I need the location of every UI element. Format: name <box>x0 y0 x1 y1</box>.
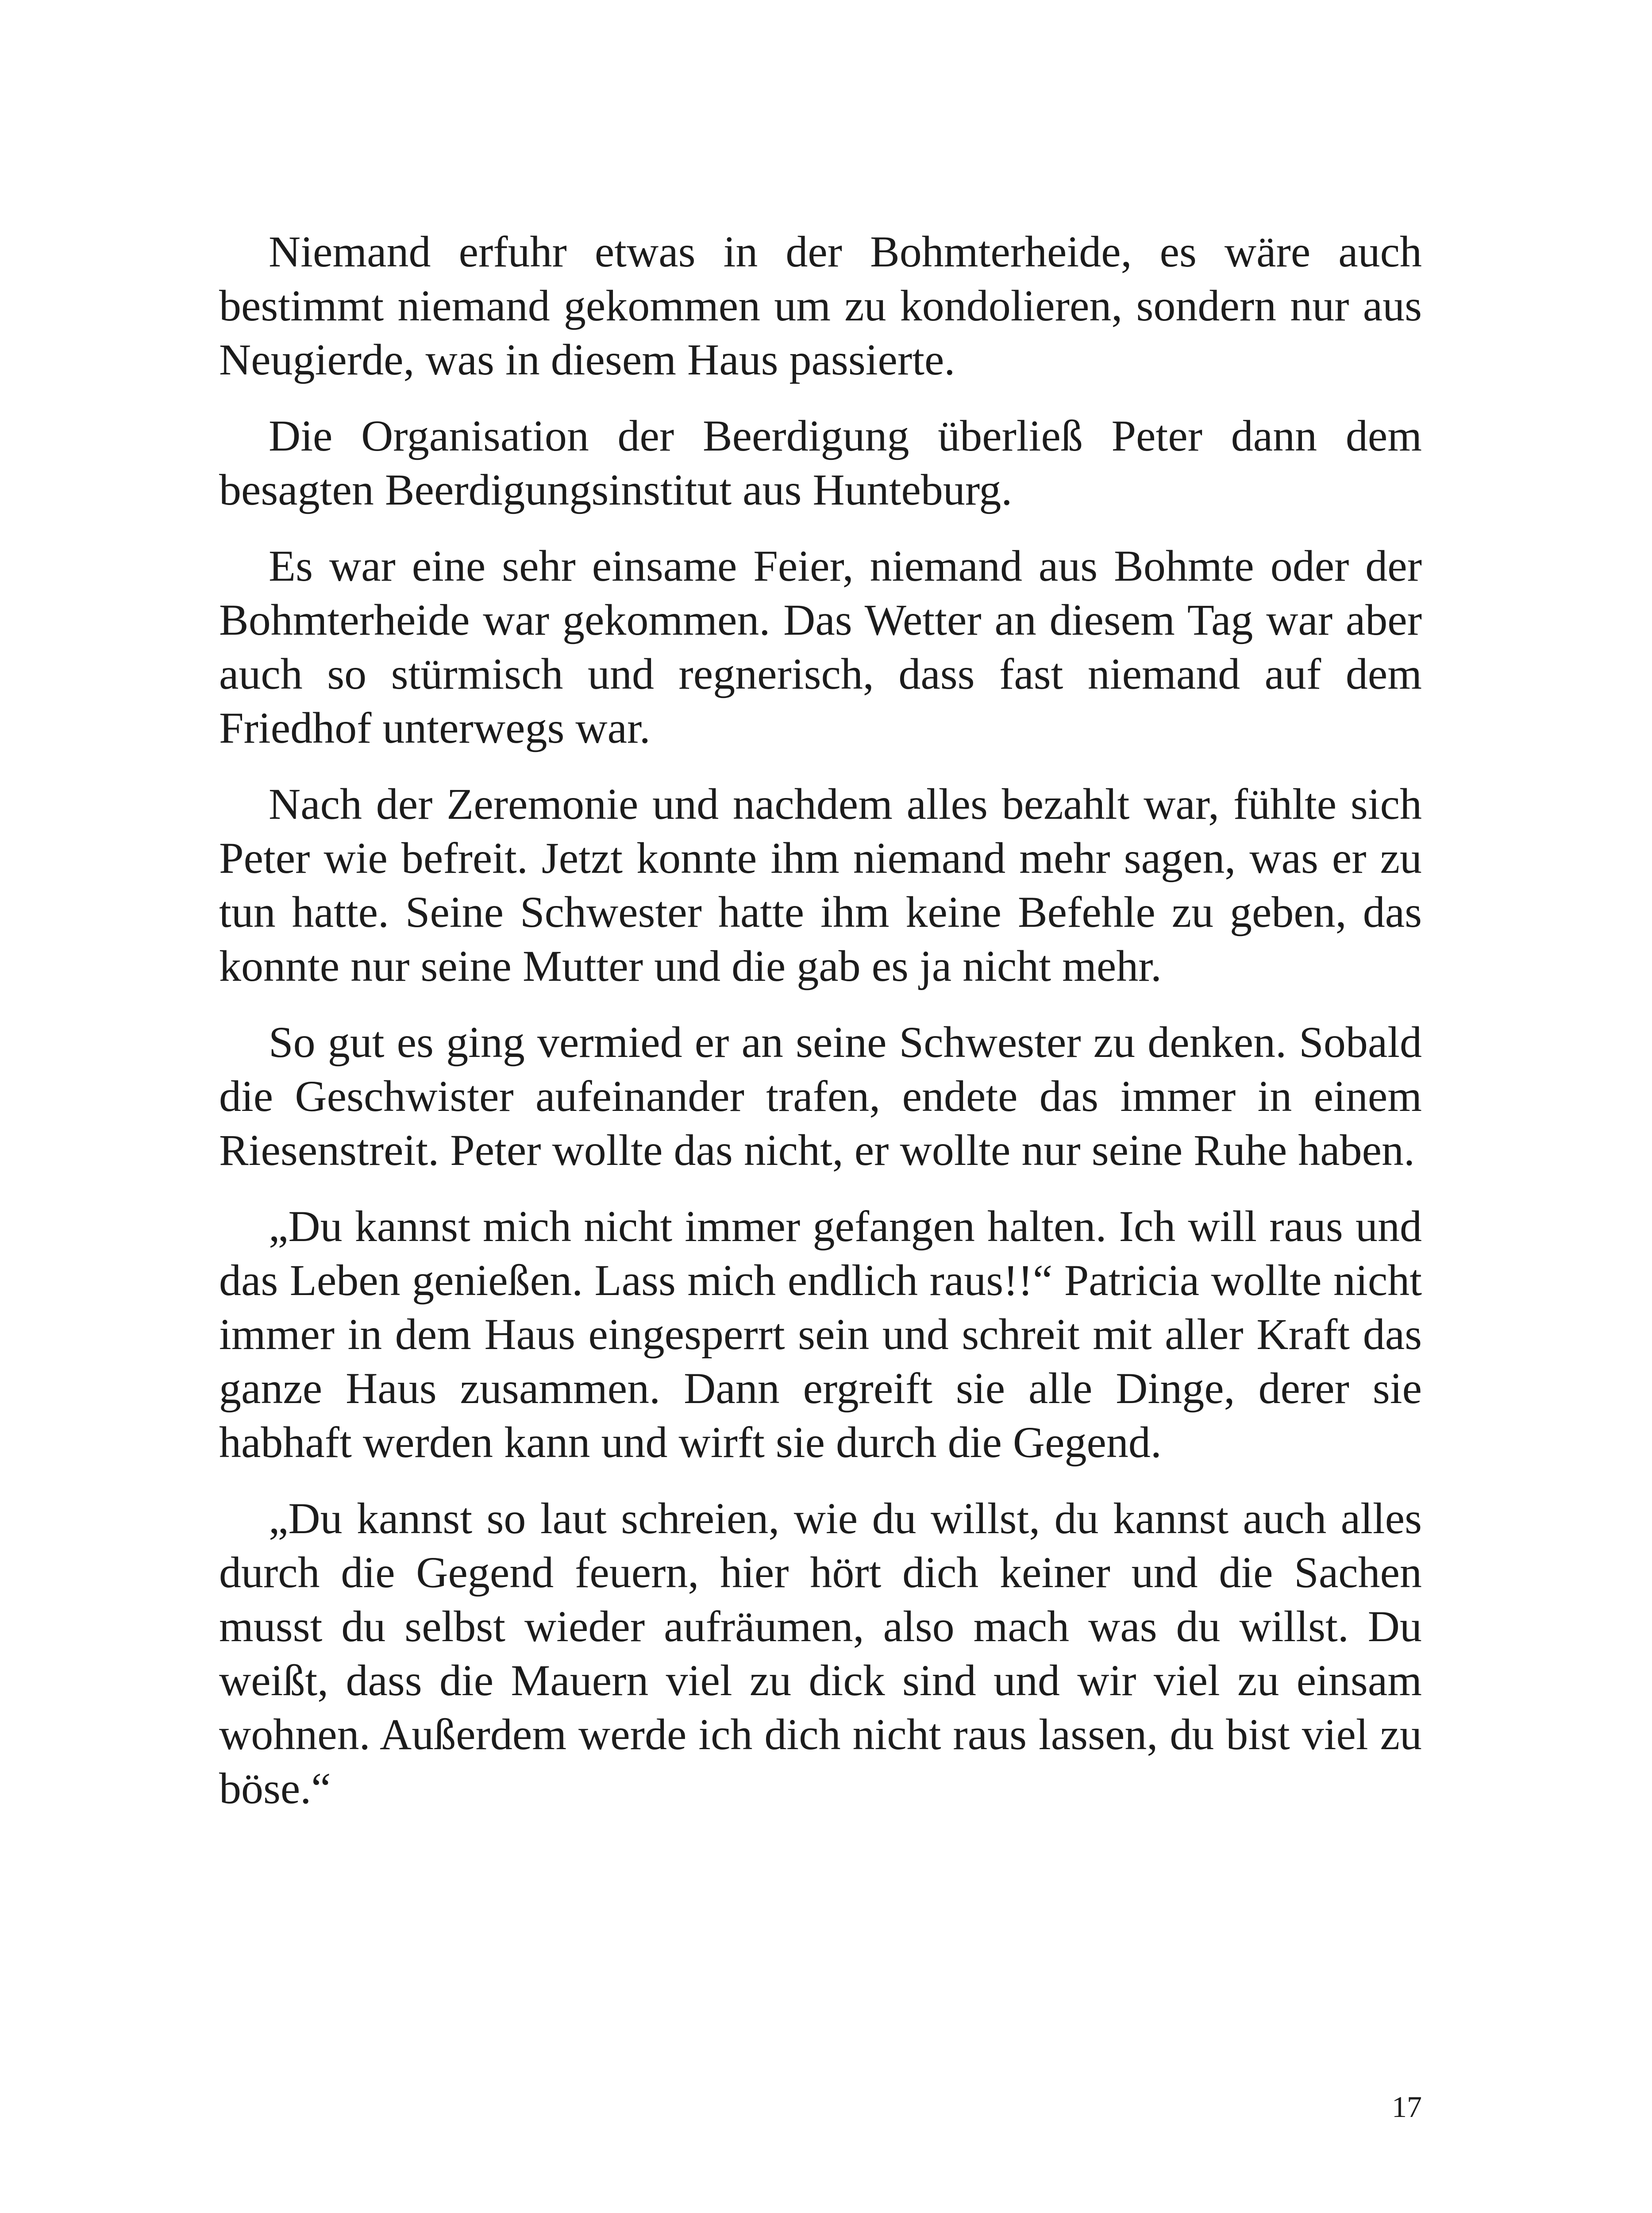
page-number: 17 <box>1392 2090 1422 2124</box>
paragraph-2: Die Organisation der Beerdigung überließ Peter dann dem besagten Beerdigungsinstitut aus Hunteburg. <box>219 411 1422 514</box>
body-text <box>219 225 1422 1838</box>
paragraph-6: „Du kannst mich nicht immer gefangen halten. Ich will raus und das Leben genießen. Lass mich endlich raus!!“ Patricia wollte nicht immer in dem Haus eingesperrt sein und schreit mit aller Kraft das ganze Haus zusammen. Dann ergreift sie alle Dinge, derer sie habhaft werden kann und wirft sie durch die Gegend. <box>219 1202 1422 1467</box>
paragraph-1: Niemand erfuhr etwas in der Bohmterheide, es wäre auch bestimmt niemand gekommen um zu kondolieren, sondern nur aus Neugierde, was in diesem Haus passierte. <box>219 227 1422 384</box>
paragraph-7: „Du kannst so laut schreien, wie du willst, du kannst auch alles durch die Gegend feuern, hier hört dich keiner und die Sachen musst du selbst wieder aufräumen, also mach was du willst. Du weißt, dass die Mauern viel zu dick sind und wir viel zu einsam wohnen. Außerdem werde ich dich nicht raus lassen, du bist viel zu böse.“ <box>219 1494 1422 1813</box>
paragraph-5: So gut es ging vermied er an seine Schwester zu denken. Sobald die Geschwister aufeinander trafen, endete das immer in einem Riesenstreit. Peter wollte das nicht, er wollte nur seine Ruhe haben. <box>219 1018 1422 1175</box>
paragraph-4: Nach der Zeremonie und nachdem alles bezahlt war, fühlte sich Peter wie befreit. Jetzt konnte ihm niemand mehr sagen, was er zu tun hatte. Seine Schwester hatte ihm keine Befehle zu geben, das konnte nur seine Mutter und die gab es ja nicht mehr. <box>219 779 1422 991</box>
paragraph-3: Es war eine sehr einsame Feier, niemand aus Bohmte oder der Bohmterheide war gekommen. Das Wetter an diesem Tag war aber auch so stürmisch und regnerisch, dass fast niemand auf dem Friedhof unterwegs war. <box>219 541 1422 752</box>
